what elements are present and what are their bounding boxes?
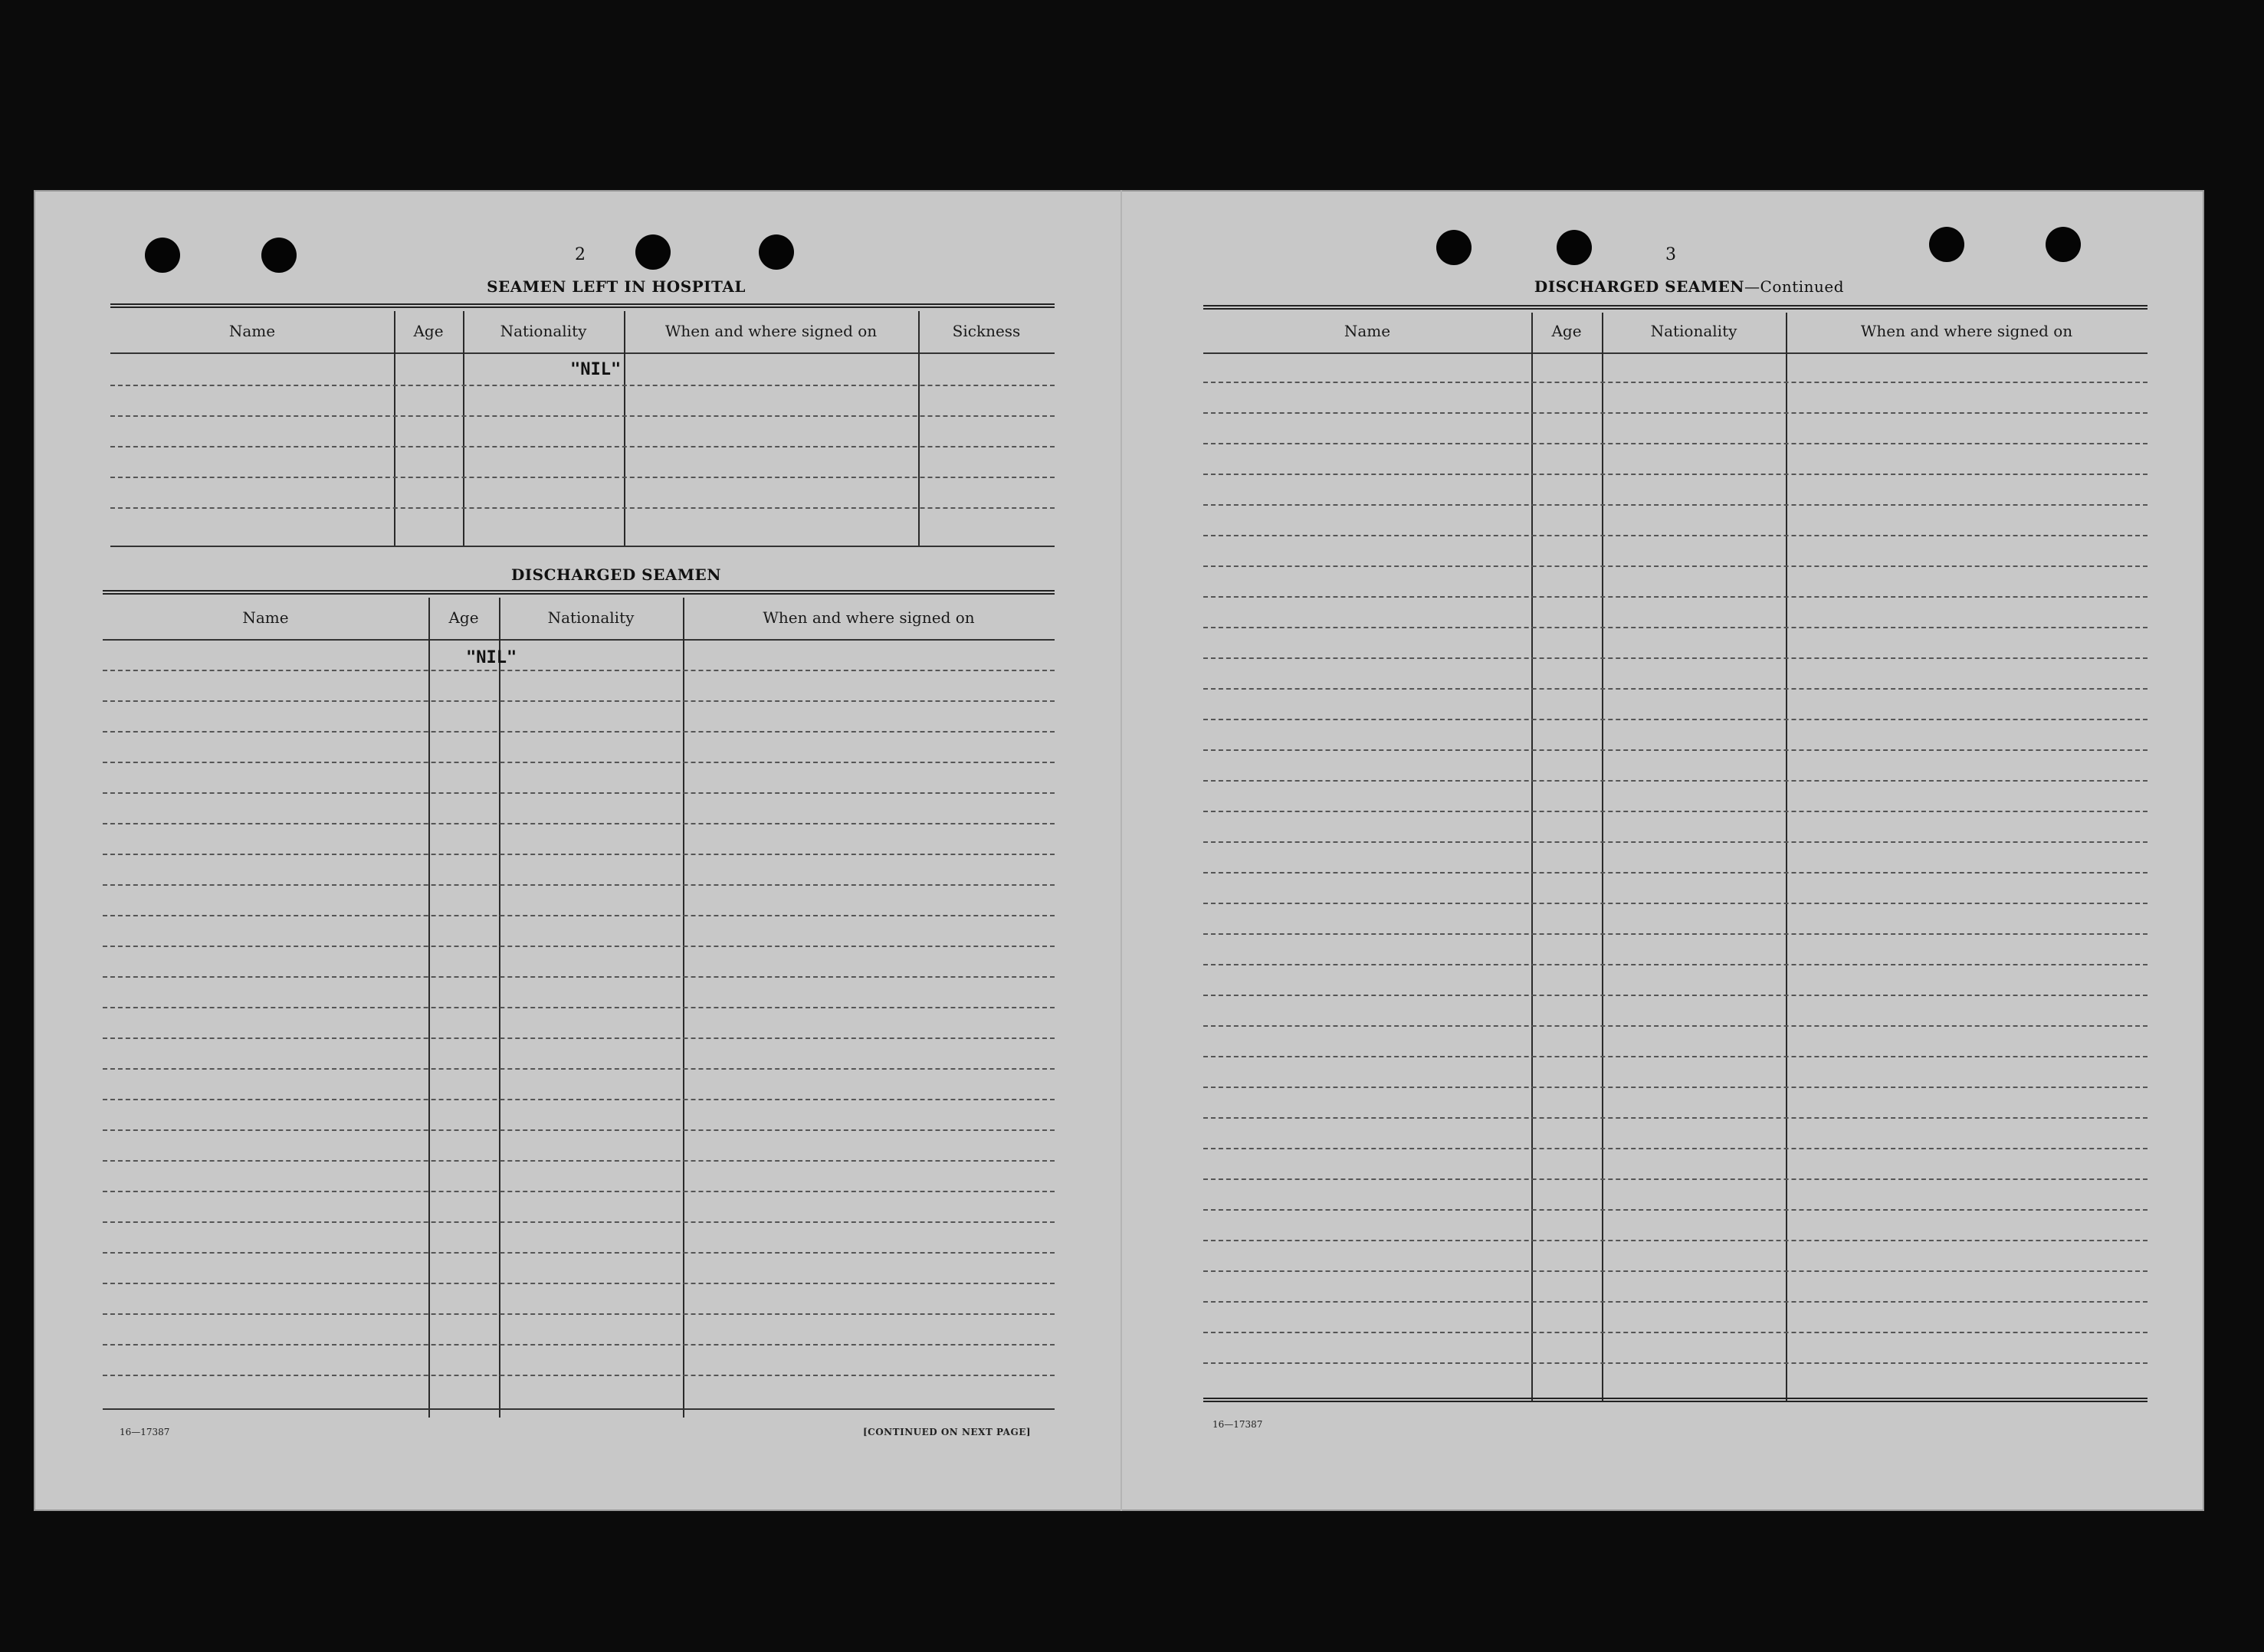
col-header-age: Age — [448, 608, 479, 627]
document-sheet — [34, 190, 2204, 1511]
col-header-nationality: Nationality — [500, 322, 587, 340]
page-number: 2 — [575, 245, 586, 264]
col-header-name: Name — [1344, 322, 1391, 340]
heading-text: DISCHARGED SEAMEN — [1534, 277, 1745, 296]
hospital-nil-entry: "NIL" — [570, 360, 622, 379]
center-fold — [1121, 190, 1122, 1511]
punch-hole — [1557, 230, 1592, 265]
punch-hole — [635, 234, 671, 270]
discharged-continued-heading — [1413, 277, 1965, 296]
form-number: 16—17387 — [1212, 1419, 1263, 1430]
discharged-continued-table — [1203, 305, 2148, 1408]
discharged-nil-entry: "NIL" — [466, 648, 517, 667]
hospital-heading: SEAMEN LEFT IN HOSPITAL — [487, 277, 746, 296]
punch-hole — [2046, 227, 2081, 262]
page-number: 3 — [1665, 245, 1676, 264]
col-header-signed-on: When and where signed on — [1860, 322, 2073, 340]
hospital-table — [110, 303, 1055, 546]
heading-suffix: —Continued — [1744, 277, 1845, 296]
col-header-name: Name — [242, 608, 289, 627]
form-number: 16—17387 — [120, 1427, 170, 1437]
col-header-signed-on: When and where signed on — [763, 608, 975, 627]
col-header-age: Age — [1551, 322, 1582, 340]
punch-hole — [261, 238, 297, 273]
col-header-nationality: Nationality — [547, 608, 635, 627]
col-header-sickness: Sickness — [952, 322, 1021, 340]
discharged-heading: DISCHARGED SEAMEN — [510, 565, 722, 584]
col-header-nationality: Nationality — [1650, 322, 1737, 340]
punch-hole — [1929, 227, 1964, 262]
punch-hole — [759, 234, 794, 270]
col-header-age: Age — [413, 322, 444, 340]
punch-hole — [1436, 230, 1472, 265]
discharged-table — [103, 590, 1055, 1418]
col-header-name: Name — [228, 322, 276, 340]
continued-note: [CONTINUED ON NEXT PAGE] — [863, 1427, 1032, 1437]
punch-hole — [145, 238, 180, 273]
col-header-signed-on: When and where signed on — [664, 322, 878, 340]
